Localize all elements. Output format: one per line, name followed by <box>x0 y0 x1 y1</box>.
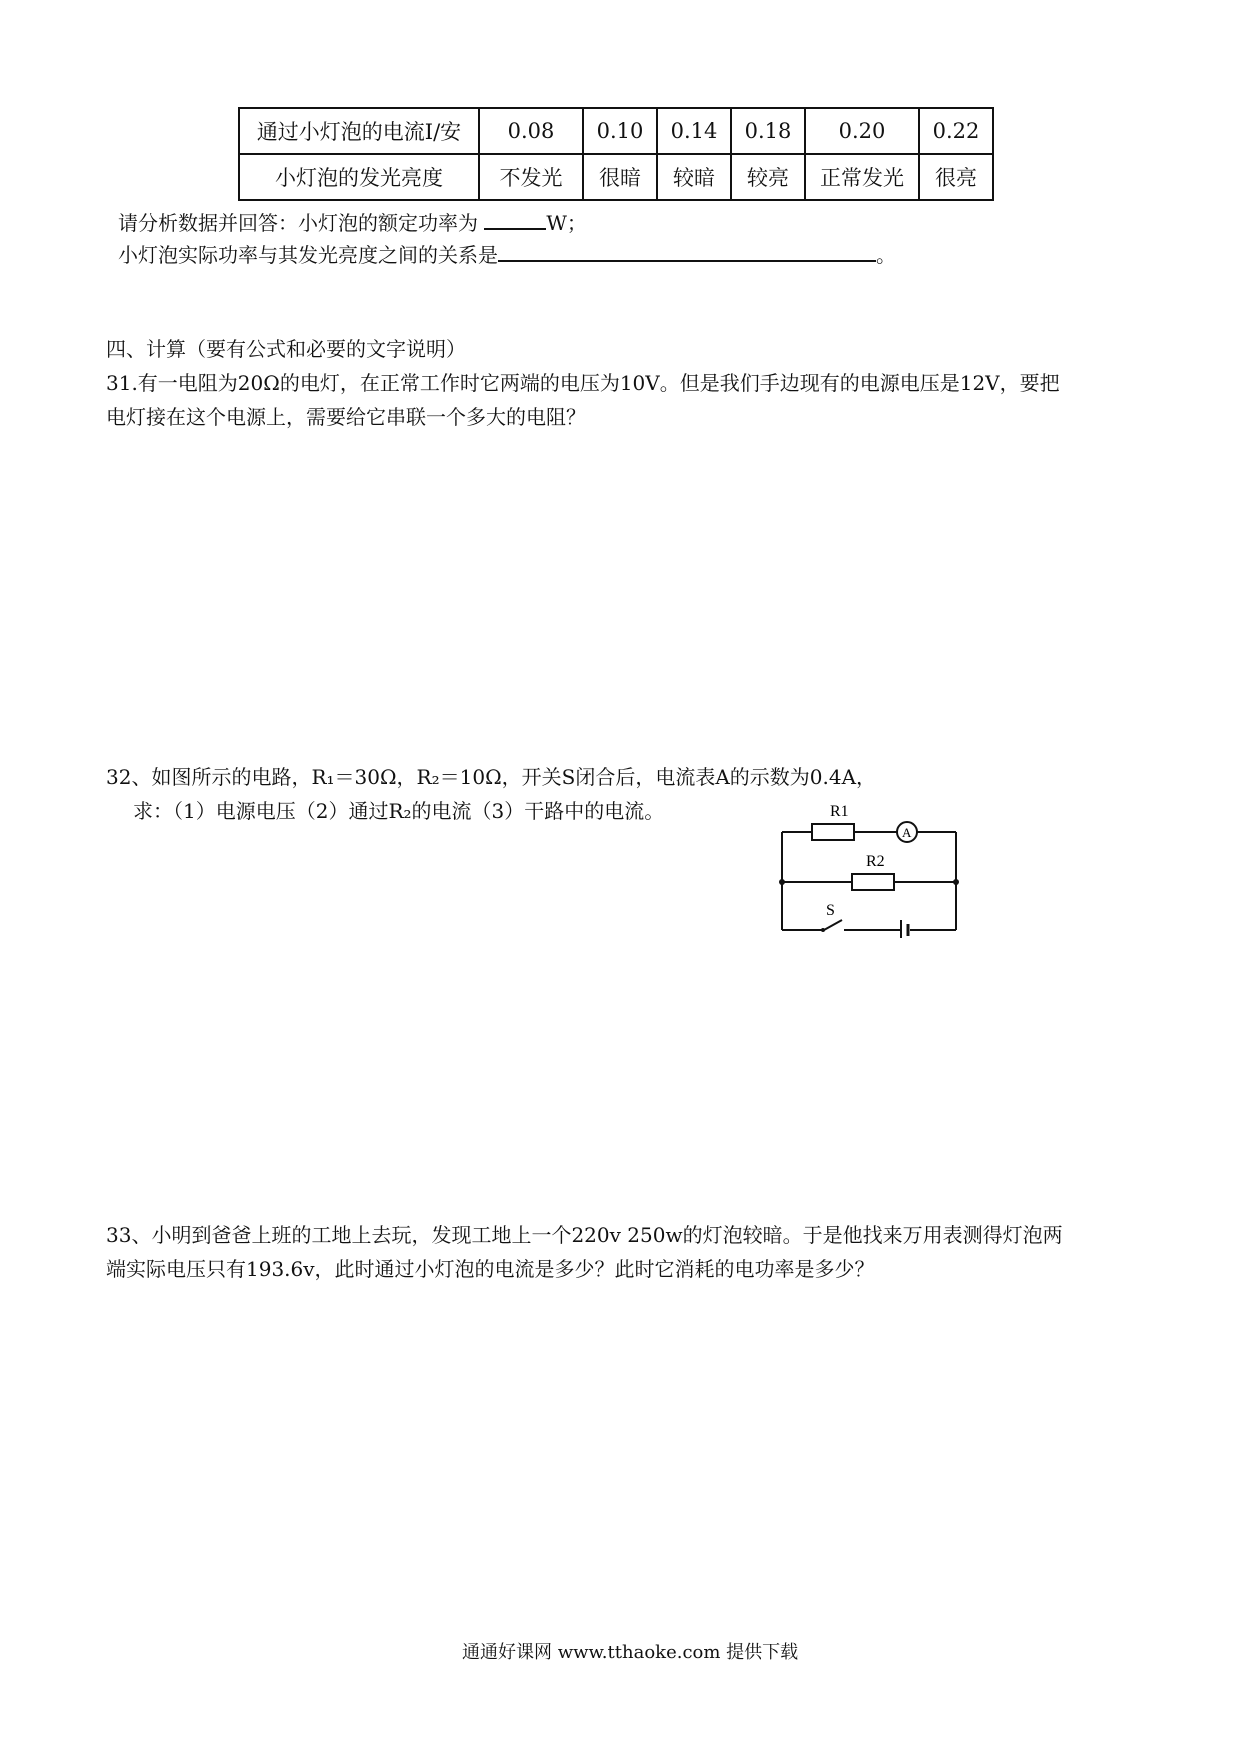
question-31-line-1: 31.有一电阻为20Ω的电灯，在正常工作时它两端的电压为10V。但是我们手边现有的电源电压是12V，要把 <box>106 371 1060 395</box>
question-33-line-1: 33、小明到爸爸上班的工地上去玩，发现工地上一个220v 250w的灯泡较暗。于是他找来万用表测得灯泡两 <box>106 1223 1063 1247</box>
switch-label: S <box>826 902 835 919</box>
table-cell: 0.22 <box>919 108 993 154</box>
table-cell: 0.10 <box>583 108 657 154</box>
question-32-line-1: 32、如图所示的电路，R₁＝30Ω，R₂＝10Ω，开关S闭合后，电流表A的示数为0.4A， <box>106 765 877 789</box>
junction-dot <box>953 879 959 885</box>
section-heading: 四、计算（要有公式和必要的文字说明） <box>106 337 466 361</box>
unit-text: W； <box>546 211 587 235</box>
resistor-r1 <box>812 824 854 840</box>
table-cell: 很暗 <box>583 154 657 200</box>
question-33-line-2: 端实际电压只有193.6v，此时通过小灯泡的电流是多少？此时它消耗的电功率是多少？ <box>106 1257 875 1281</box>
table-cell: 0.08 <box>479 108 583 154</box>
table-cell: 较暗 <box>657 154 731 200</box>
analysis-line-2 <box>118 240 896 269</box>
table-cell: 0.18 <box>731 108 805 154</box>
table-cell: 0.14 <box>657 108 731 154</box>
answer-blank[interactable] <box>484 208 546 230</box>
table-row <box>239 108 993 154</box>
table-cell: 较亮 <box>731 154 805 200</box>
switch-s <box>824 920 842 930</box>
ammeter-label: A <box>902 825 912 840</box>
table-cell: 0.20 <box>805 108 919 154</box>
r1-label: R1 <box>830 803 849 820</box>
table-row-label: 通过小灯泡的电流I/安 <box>239 108 479 154</box>
analysis-prompt: 请分析数据并回答：小灯泡的额定功率为 <box>118 211 478 235</box>
question-32-line-2: 求：（1）电源电压（2）通过R₂的电流（3）干路中的电流。 <box>133 799 665 823</box>
junction-dot <box>779 879 785 885</box>
table-cell: 不发光 <box>479 154 583 200</box>
table-row <box>239 154 993 200</box>
analysis-line-1 <box>118 208 587 237</box>
table-row-label: 小灯泡的发光亮度 <box>239 154 479 200</box>
question-31-line-2: 电灯接在这个电源上，需要给它串联一个多大的电阻？ <box>106 405 586 429</box>
answer-blank[interactable] <box>498 240 876 262</box>
footer-text: 通通好课网 www.tthaoke.com 提供下载 <box>462 1642 799 1663</box>
analysis-prompt: 小灯泡实际功率与其发光亮度之间的关系是 <box>118 243 498 267</box>
table-cell: 正常发光 <box>805 154 919 200</box>
table-cell: 很亮 <box>919 154 993 200</box>
r2-label: R2 <box>866 853 885 870</box>
resistor-r2 <box>852 874 894 890</box>
switch-contact <box>821 928 825 932</box>
period-text: 。 <box>876 243 896 267</box>
circuit-diagram <box>770 796 970 938</box>
data-table <box>238 107 994 201</box>
